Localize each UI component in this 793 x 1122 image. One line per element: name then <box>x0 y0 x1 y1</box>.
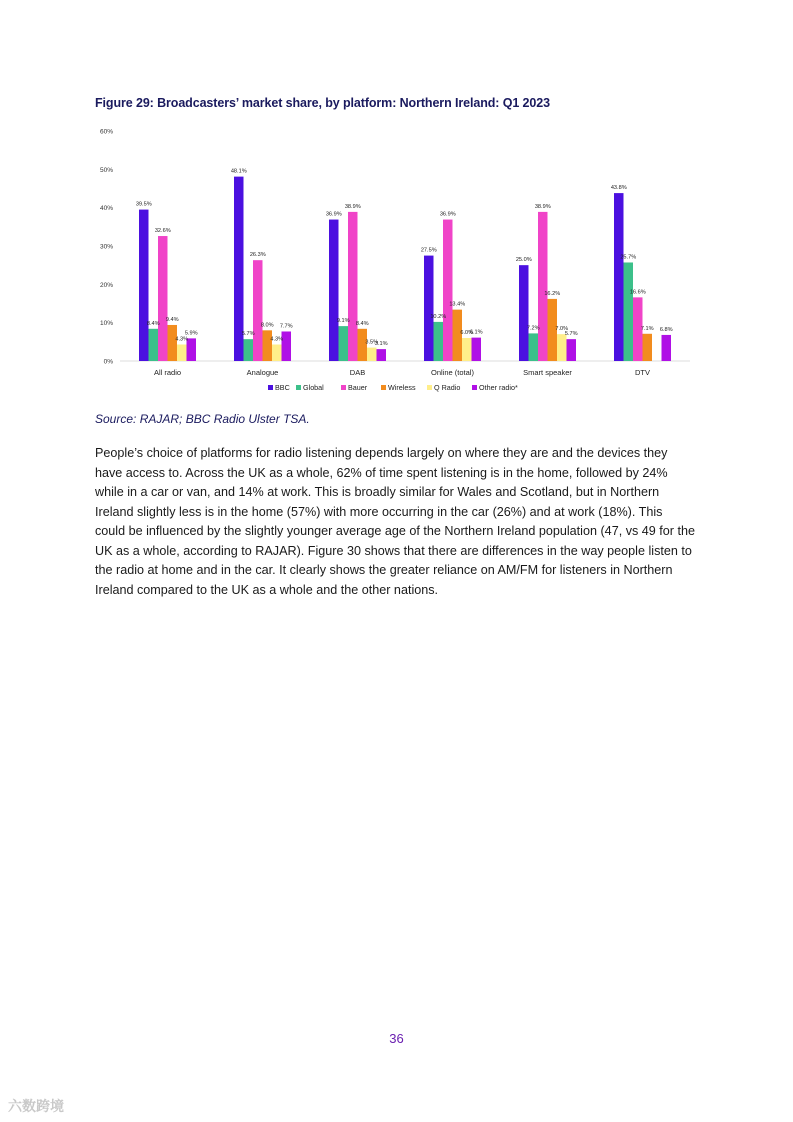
bar-global <box>529 333 539 361</box>
bar-other-radio <box>662 335 672 361</box>
data-label: 26.3% <box>249 252 266 259</box>
data-label: 43.8% <box>610 185 627 192</box>
legend-swatch <box>268 385 273 390</box>
legend-swatch <box>296 385 301 390</box>
bar-bbc <box>519 265 529 361</box>
bar-q-radio <box>367 348 377 361</box>
y-axis <box>100 129 113 366</box>
bar-bbc <box>139 210 149 361</box>
bar-bbc <box>329 220 339 361</box>
bar-q-radio <box>272 345 282 361</box>
x-tick-label: DAB <box>349 368 366 377</box>
data-label: 5.7% <box>564 331 578 338</box>
legend-label: BBC <box>275 383 290 392</box>
legend-label: Bauer <box>348 383 368 392</box>
bar-chart <box>0 0 793 420</box>
bar-global <box>339 326 349 361</box>
legend <box>268 383 518 392</box>
data-label: 4.3% <box>270 336 284 343</box>
data-label: 7.7% <box>279 323 293 330</box>
x-tick-label: DTV <box>635 368 650 377</box>
bar-wireless <box>643 334 653 361</box>
data-label: 7.2% <box>526 325 540 332</box>
bar-bauer <box>443 220 453 361</box>
bar-other-radio <box>377 349 387 361</box>
bar-wireless <box>263 330 273 361</box>
x-tick-label: Analogue <box>246 368 279 377</box>
x-tick-label: Smart speaker <box>523 368 572 377</box>
bar-bauer <box>538 212 548 361</box>
data-label: 10.2% <box>430 313 447 320</box>
bar-bbc <box>614 193 624 361</box>
data-label: 7.0% <box>555 326 569 333</box>
bar-other-radio <box>472 338 482 361</box>
x-tick-label: Online (total) <box>431 368 474 377</box>
watermark-logo: 六数跨境 <box>8 1098 64 1114</box>
x-tick-label: All radio <box>153 368 182 377</box>
data-label: 25.7% <box>620 254 637 261</box>
data-label: 13.4% <box>449 301 466 308</box>
data-label: 9.4% <box>165 316 179 323</box>
data-label: 36.9% <box>325 211 342 218</box>
bar-bbc <box>424 256 434 361</box>
data-label: 3.5% <box>365 339 379 346</box>
legend-label: Global <box>303 383 324 392</box>
bars <box>139 177 671 361</box>
bar-bauer <box>158 236 168 361</box>
page-number: 36 <box>389 1031 404 1046</box>
legend-label: Q Radio <box>434 383 461 392</box>
bar-q-radio <box>462 338 472 361</box>
data-label: 38.9% <box>534 203 551 210</box>
bar-wireless <box>168 325 178 361</box>
data-label: 27.5% <box>420 247 437 254</box>
legend-swatch <box>472 385 477 390</box>
data-label: 5.9% <box>184 330 198 337</box>
y-tick-label: 50% <box>99 166 113 174</box>
bar-bauer <box>348 212 358 361</box>
data-label: 36.9% <box>439 211 456 218</box>
bar-global <box>434 322 444 361</box>
data-label: 3.1% <box>374 341 388 348</box>
data-label: 9.1% <box>336 318 350 325</box>
data-label: 6.1% <box>469 329 483 336</box>
body-paragraph: People’s choice of platforms for radio listening depends largely on where they are and the devices they have access to. Across the UK as a whole, 62% of time spent listening is in the home, followed by 24% while in a car or van, and 14% at work. This is broadly similar for Wales and Scotland, but in Northern Ireland slightly less is in the home (57%) with more occurring in the car (26%) and at work (18%). This could be influenced by the slightly younger average age of the Northern Ireland population (47, vs 49 for the UK as a whole, according to RAJAR). Figure 30 shows that there are differences in the way people listen to the radio at home and in the car. It clearly shows the greater reliance on AM/FM for listeners in Northern Ireland compared to the UK as a whole and the other nations. <box>95 446 695 597</box>
bar-global <box>624 262 634 361</box>
bar-q-radio <box>557 334 567 361</box>
data-label: 6.0% <box>460 330 474 336</box>
bar-labels <box>136 169 673 348</box>
y-tick-label: 60% <box>99 128 113 136</box>
y-tick-label: 0% <box>103 358 113 366</box>
bar-global <box>244 339 254 361</box>
data-label: 48.1% <box>230 168 247 175</box>
y-tick-label: 20% <box>99 281 113 289</box>
x-axis <box>120 361 690 377</box>
data-label: 16.6% <box>629 289 646 296</box>
bar-q-radio <box>177 345 187 361</box>
data-label: 25.0% <box>515 257 532 264</box>
y-tick-label: 40% <box>99 205 113 213</box>
data-label: 38.9% <box>344 203 361 210</box>
data-label: 32.6% <box>154 228 171 235</box>
bar-other-radio <box>567 339 577 361</box>
data-label: 8.4% <box>146 320 160 327</box>
data-label: 7.1% <box>640 325 654 332</box>
legend-swatch <box>341 385 346 390</box>
y-tick-label: 10% <box>99 320 113 328</box>
figure-source: Source: RAJAR; BBC Radio Ulster TSA. <box>95 412 310 426</box>
bar-global <box>149 329 159 361</box>
data-label: 8.4% <box>355 320 369 327</box>
data-label: 6.8% <box>659 326 673 333</box>
legend-label: Wireless <box>388 383 416 392</box>
figure-title: Figure 29: Broadcasters’ market share, by platform: Northern Ireland: Q1 2023 <box>95 96 550 110</box>
data-label: 16.2% <box>544 290 561 297</box>
data-label: 4.3% <box>175 336 189 343</box>
data-label: 5.7% <box>241 331 255 338</box>
bar-bauer <box>253 260 263 361</box>
legend-label: Other radio* <box>479 383 518 392</box>
y-tick-label: 30% <box>99 243 113 251</box>
data-label: 39.5% <box>135 201 152 208</box>
legend-swatch <box>427 385 432 390</box>
data-label: 8.0% <box>260 322 274 329</box>
legend-swatch <box>381 385 386 390</box>
